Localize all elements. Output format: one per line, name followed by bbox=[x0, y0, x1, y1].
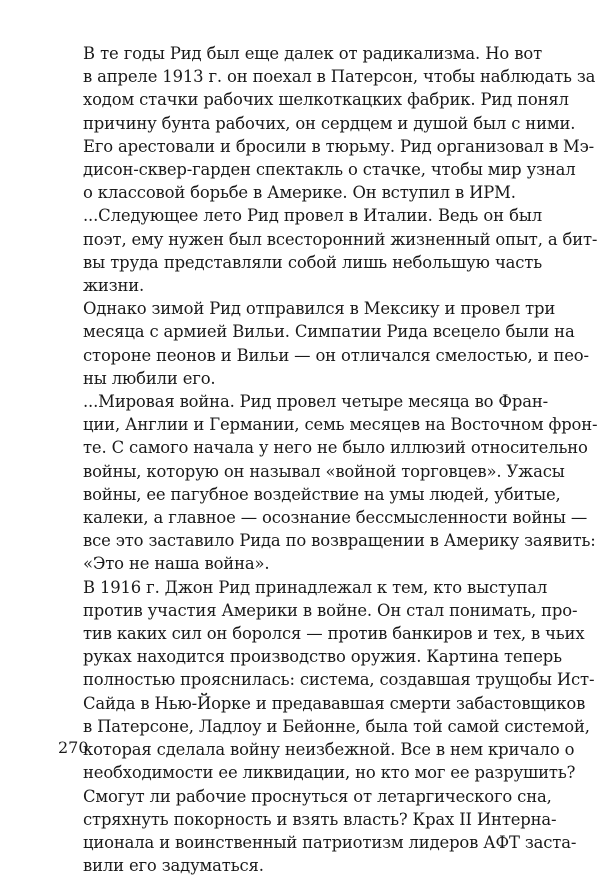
text-line: поэт, ему нужен был всесторонний жизненный опыт, а бит- bbox=[83, 229, 598, 249]
paragraph-1 bbox=[58, 42, 596, 204]
text-line: ...Следующее лето Рид провел в Италии. Ведь он был bbox=[83, 206, 542, 226]
text-line: месяца с армией Вильи. Симпатии Рида всецело были на bbox=[83, 322, 575, 342]
paragraph-4 bbox=[58, 390, 598, 576]
text-line: ходом стачки рабочих шелкоткацких фабрик. Рид понял bbox=[83, 90, 569, 110]
text-line: о классовой борьбе в Америке. Он вступил в ИРМ. bbox=[83, 183, 516, 203]
text-line: руках находится производство оружия. Картина теперь bbox=[83, 647, 562, 667]
text-line: Однако зимой Рид отправился в Мексику и провел три bbox=[83, 299, 556, 319]
text-line: «Это не наша война». bbox=[83, 554, 270, 574]
text-line: в Патерсоне, Ладлоу и Бейонне, была той самой системой, bbox=[83, 716, 590, 736]
text-line: против участия Америки в войне. Он стал понимать, про- bbox=[83, 600, 578, 620]
text-line: ции, Англии и Германии, семь месяцев на Восточном фрон- bbox=[83, 415, 598, 435]
text-line: в апреле 1913 г. он поехал в Патерсон, чтобы наблюдать за bbox=[83, 67, 596, 87]
text-line: которая сделала войну неизбежной. Все в нем кричало о bbox=[83, 740, 575, 760]
text-line: ционала и воинственный патриотизм лидеров АФТ заста- bbox=[83, 832, 577, 852]
text-line: полностью прояснилась: система, создавшая трущобы Ист- bbox=[83, 670, 595, 690]
text-line: ...Мировая война. Рид провел четыре месяца во Фран- bbox=[83, 392, 549, 412]
paragraph-2 bbox=[58, 204, 598, 297]
text-line: В 1916 г. Джон Рид принадлежал к тем, кто выступал bbox=[83, 577, 548, 597]
text-line: В те годы Рид был еще далек от радикализма. Но вот bbox=[83, 44, 542, 63]
text-line: стряхнуть покорность и взять власть? Крах II Интерна- bbox=[83, 809, 557, 829]
text-line: ны любили его. bbox=[83, 368, 216, 388]
text-line: причину бунта рабочих, он сердцем и душой был с ними. bbox=[83, 113, 576, 133]
paragraph-5 bbox=[58, 576, 595, 877]
text-line: все это заставило Рида по возвращении в Америку заявить: bbox=[83, 531, 596, 551]
text-line: дисон-сквер-гарден спектакль о стачке, чтобы мир узнал bbox=[83, 160, 576, 180]
paragraph-3 bbox=[58, 297, 589, 390]
text-line: войны, ее пагубное воздействие на умы людей, убитые, bbox=[83, 484, 561, 504]
text-line: калеки, а главное — осознание бессмысленности войны — bbox=[83, 508, 588, 528]
text-line: тив каких сил он боролся — против банкиров и тех, в чьих bbox=[83, 624, 585, 644]
text-line: вы труда представляли собой лишь небольшую часть bbox=[83, 252, 542, 272]
text-line: Смогут ли рабочие проснуться от летаргического сна, bbox=[83, 786, 552, 806]
text-line: Сайда в Нью-Йорке и предававшая смерти забастовщиков bbox=[83, 693, 586, 713]
page-number: 270 bbox=[58, 738, 89, 757]
text-line: те. С самого начала у него не было иллюзий относительно bbox=[83, 438, 588, 458]
text-line: жизни. bbox=[83, 276, 145, 296]
text-line: вили его задуматься. bbox=[83, 856, 264, 876]
text-line: стороне пеонов и Вильи — он отличался смелостью, и пео- bbox=[83, 345, 589, 365]
text-line: войны, которую он называл «войной торговцев». Ужасы bbox=[83, 461, 565, 481]
text-line: необходимости ее ликвидации, но кто мог ее разрушить? bbox=[83, 763, 576, 783]
text-line: Его арестовали и бросили в тюрьму. Рид организовал в Мэ- bbox=[83, 136, 595, 156]
